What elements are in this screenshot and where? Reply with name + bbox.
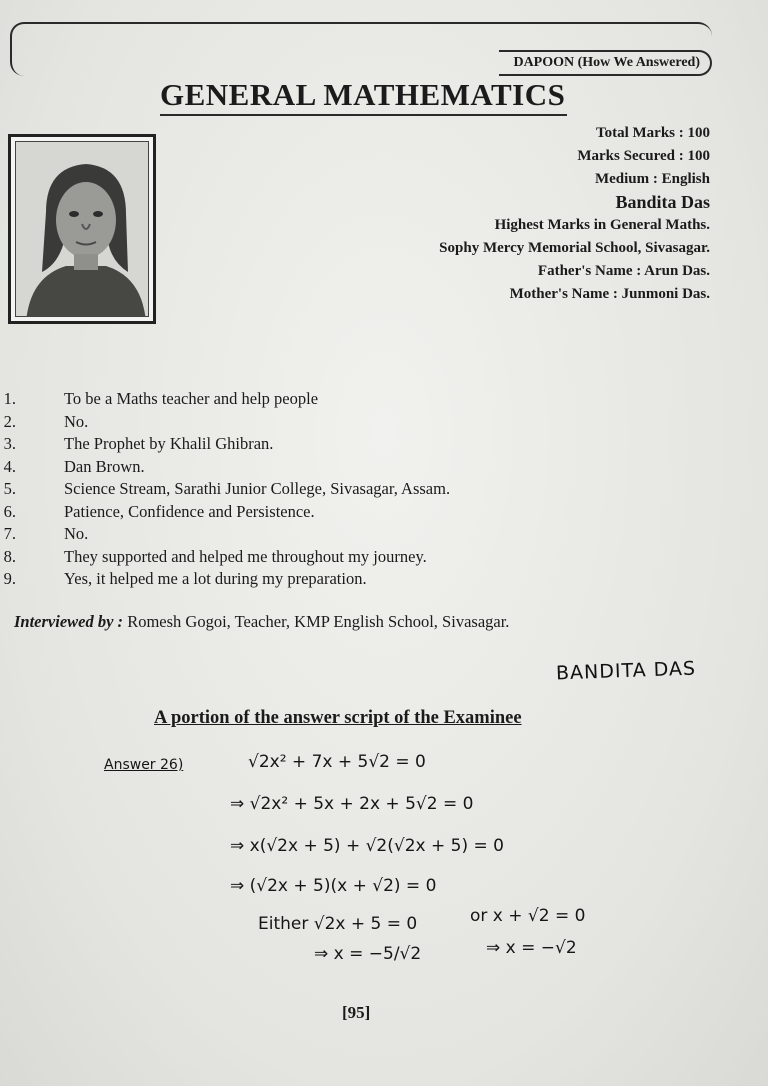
list-item	[0, 523, 600, 546]
item-number: 6.	[3, 501, 16, 521]
marks-secured: Marks Secured : 100	[577, 148, 710, 164]
father-name: Father's Name : Arun Das.	[537, 263, 710, 279]
portrait-image	[15, 141, 149, 317]
item-text: They supported and helped me throughout my journey.	[64, 546, 427, 566]
student-photo	[8, 134, 156, 324]
total-marks: Total Marks : 100	[595, 125, 710, 141]
equation-line-4: ⇒ (√2x + 5)(x + √2) = 0	[230, 876, 437, 896]
item-text: The Prophet by Khalil Ghibran.	[64, 434, 274, 453]
handwritten-signature: BANDITA DAS	[555, 657, 697, 685]
item-number: 4.	[3, 456, 16, 476]
series-tag: DAPOON (How We Answered)	[499, 50, 712, 76]
item-number: 8.	[3, 546, 16, 566]
list-item	[0, 433, 600, 456]
student-info	[439, 122, 710, 306]
equation-line-1: √2x² + 7x + 5√2 = 0	[248, 752, 426, 772]
equation-line-6b: ⇒ x = −√2	[486, 938, 577, 958]
item-text: Patience, Confidence and Persistence.	[64, 501, 315, 521]
equation-line-5b: or x + √2 = 0	[470, 906, 586, 926]
answer-label: Answer 26)	[104, 757, 184, 773]
distinction: Highest Marks in General Maths.	[494, 217, 710, 233]
item-number: 3.	[3, 434, 16, 453]
item-number: 5.	[3, 479, 16, 498]
student-name: Bandita Das	[615, 192, 710, 212]
portrait-icon	[16, 142, 149, 317]
medium: Medium : English	[594, 171, 710, 187]
list-item	[0, 411, 600, 434]
item-number: 2.	[3, 411, 16, 431]
item-number: 1.	[3, 389, 16, 408]
item-text: No.	[64, 524, 89, 543]
equation-line-2: ⇒ √2x² + 5x + 2x + 5√2 = 0	[230, 794, 474, 814]
interviewer-value: Romesh Gogoi, Teacher, KMP English School, Sivasagar.	[123, 612, 510, 631]
item-number: 9.	[3, 569, 16, 588]
item-text: Yes, it helped me a lot during my preparation.	[64, 569, 367, 588]
subject-title: GENERAL MATHEMATICS	[160, 76, 567, 116]
list-item	[0, 546, 600, 569]
equation-line-3: ⇒ x(√2x + 5) + √2(√2x + 5) = 0	[230, 836, 504, 856]
list-item	[0, 478, 600, 501]
item-text: No.	[64, 411, 89, 431]
answer-list	[0, 388, 600, 591]
school: Sophy Mercy Memorial School, Sivasagar.	[439, 240, 710, 256]
item-text: To be a Maths teacher and help people	[64, 389, 319, 408]
mother-name: Mother's Name : Junmoni Das.	[509, 286, 710, 302]
item-text: Science Stream, Sarathi Junior College, Sivasagar, Assam.	[64, 479, 451, 498]
list-item	[0, 501, 600, 524]
page-number: [95]	[342, 1003, 371, 1022]
interviewer-line	[14, 612, 509, 632]
interviewer-label: Interviewed by :	[14, 612, 124, 631]
equation-line-6a: ⇒ x = −5/√2	[314, 944, 422, 964]
list-item	[0, 568, 600, 591]
equation-line-5a: Either √2x + 5 = 0	[258, 914, 418, 934]
list-item	[0, 388, 600, 411]
list-item	[0, 456, 600, 479]
item-text: Dan Brown.	[64, 456, 145, 476]
item-number: 7.	[3, 524, 16, 543]
answer-script-heading: A portion of the answer script of the Examinee	[154, 708, 522, 728]
